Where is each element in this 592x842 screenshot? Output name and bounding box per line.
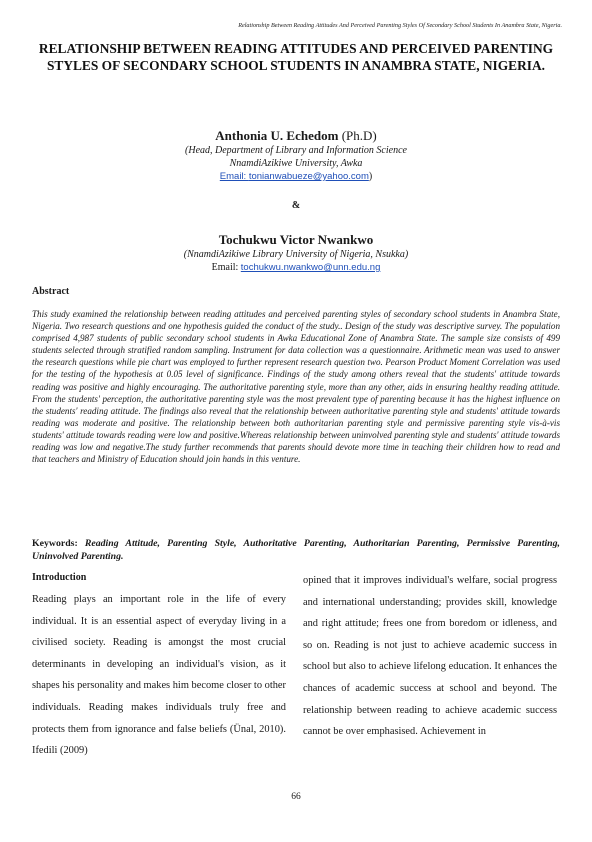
introduction-paragraph-right: opined that it improves individual's welfare, social progress and international understanding; provides skill, knowledge and right attitude; frees one from boredom or idleness, and so on. Reading is not just to achieve academic success in school but also to achieve lifelong education. It enhances the chances of academic success at school and beyond. The relationship between reading to achieve academic success cannot be over emphasised. Achievement in	[303, 575, 557, 738]
keywords-values: Reading Attitude, Parenting Style, Authoritative Parenting, Authoritarian Parenting, Permissive Parenting, Uninvolved Parenting.	[32, 538, 560, 562]
author-1-degree: (Ph.D)	[341, 128, 377, 143]
keywords-label: Keywords:	[32, 538, 85, 549]
keywords	[32, 537, 560, 563]
author-1-affiliation-line-2: NnamdiAzikiwe University, Awka	[229, 158, 363, 169]
author-block-1	[30, 127, 562, 183]
author-2-name: Tochukwu Victor Nwankwo	[218, 232, 374, 247]
author-2-affiliation: (NnamdiAzikiwe Library University of Nigeria, Nsukka)	[183, 249, 409, 260]
author-2-email-link[interactable]: tochukwu.nwankwo@unn.edu.ng	[240, 262, 381, 273]
running-head: Relationship Between Reading Attitudes And Perceived Parenting Styles Of Secondary School Students In Anambra State, Nigeria.	[238, 22, 562, 29]
abstract-heading: Abstract	[32, 286, 70, 297]
author-1-email-label: Email:	[219, 171, 249, 182]
page-number: 66	[291, 792, 301, 802]
introduction-heading: Introduction	[32, 572, 87, 583]
author-name-1	[30, 127, 562, 144]
author-separator: &	[291, 200, 301, 211]
column-right	[303, 570, 557, 743]
author-2-email-line	[30, 261, 562, 274]
author-2-email-label: Email:	[211, 262, 241, 273]
abstract-text: This study examined the relationship between reading attitudes and perceived parenting styles of secondary school students in Anambra State, Nigeria. Two research questions and one hypothesis guided the conduct of the study.. Design of the study was descriptive survey. The population comprised 4,987 students of public secondary school students in Awka Educational Zone of Anambra State. The sample size consists of 499 students selected through stratified random sampling. Instrument for data collection was a questionnaire. Arithmetic mean was used to answer the research questions while pie chart was employed to further represent research question two. Pearson Product Moment Correlation was used for the testing of the hypothesis at 0.05 level of significance. Findings of the study among others reveal that the students' attitude towards reading was positive and highly encouraging. The authoritative parenting style, more than any other, aids in ensuring healthy reading attitude. From the students' perception, the authoritative parenting style was the most prevalent type of parenting because it has the highest influence on the students' reading attitude. The findings also reveal that the relationship between authoritative parenting style and students' attitude towards reading was moderate and positive. The relationship between both authoritarian parenting style and permissive parenting style vis-à-vis students' attitude towards reading were low and positive.Whereas relationship between uninvolved parenting style and students' attitude towards reading was low and negative.The study further recommends that parents should devote more time in teaching their children how to read and that teachers and Ministry of Education should join hands in this venture.	[32, 309, 560, 465]
paper-title: RELATIONSHIP BETWEEN READING ATTITUDES AND PERCEIVED PARENTING STYLES OF SECONDARY SCHOOL STUDENTS IN ANAMBRA STATE, NIGERIA.	[38, 41, 554, 73]
author-1-email-suffix: )	[368, 171, 373, 182]
author-1-email-link[interactable]: tonianwabueze@yahoo.com	[248, 171, 369, 182]
author-1-name: Anthonia U. Echedom	[215, 128, 339, 143]
author-block-2	[30, 231, 562, 274]
author-1-email-line	[30, 170, 562, 183]
introduction-paragraph-left: Reading plays an important role in the life of every individual. It is an essential aspect of everyday living in a civilised society. Reading is amongst the most crucial determinants in developing an individual's vision, as it shapes his personality and makes him become closer to other individuals. Reading makes individuals truly free and protects them from ignorance and false beliefs (Ünal, 2010). Ifedili (2009)	[32, 594, 286, 757]
author-1-affiliation-line-1: (Head, Department of Library and Information Science	[185, 145, 407, 156]
column-left	[32, 570, 286, 762]
